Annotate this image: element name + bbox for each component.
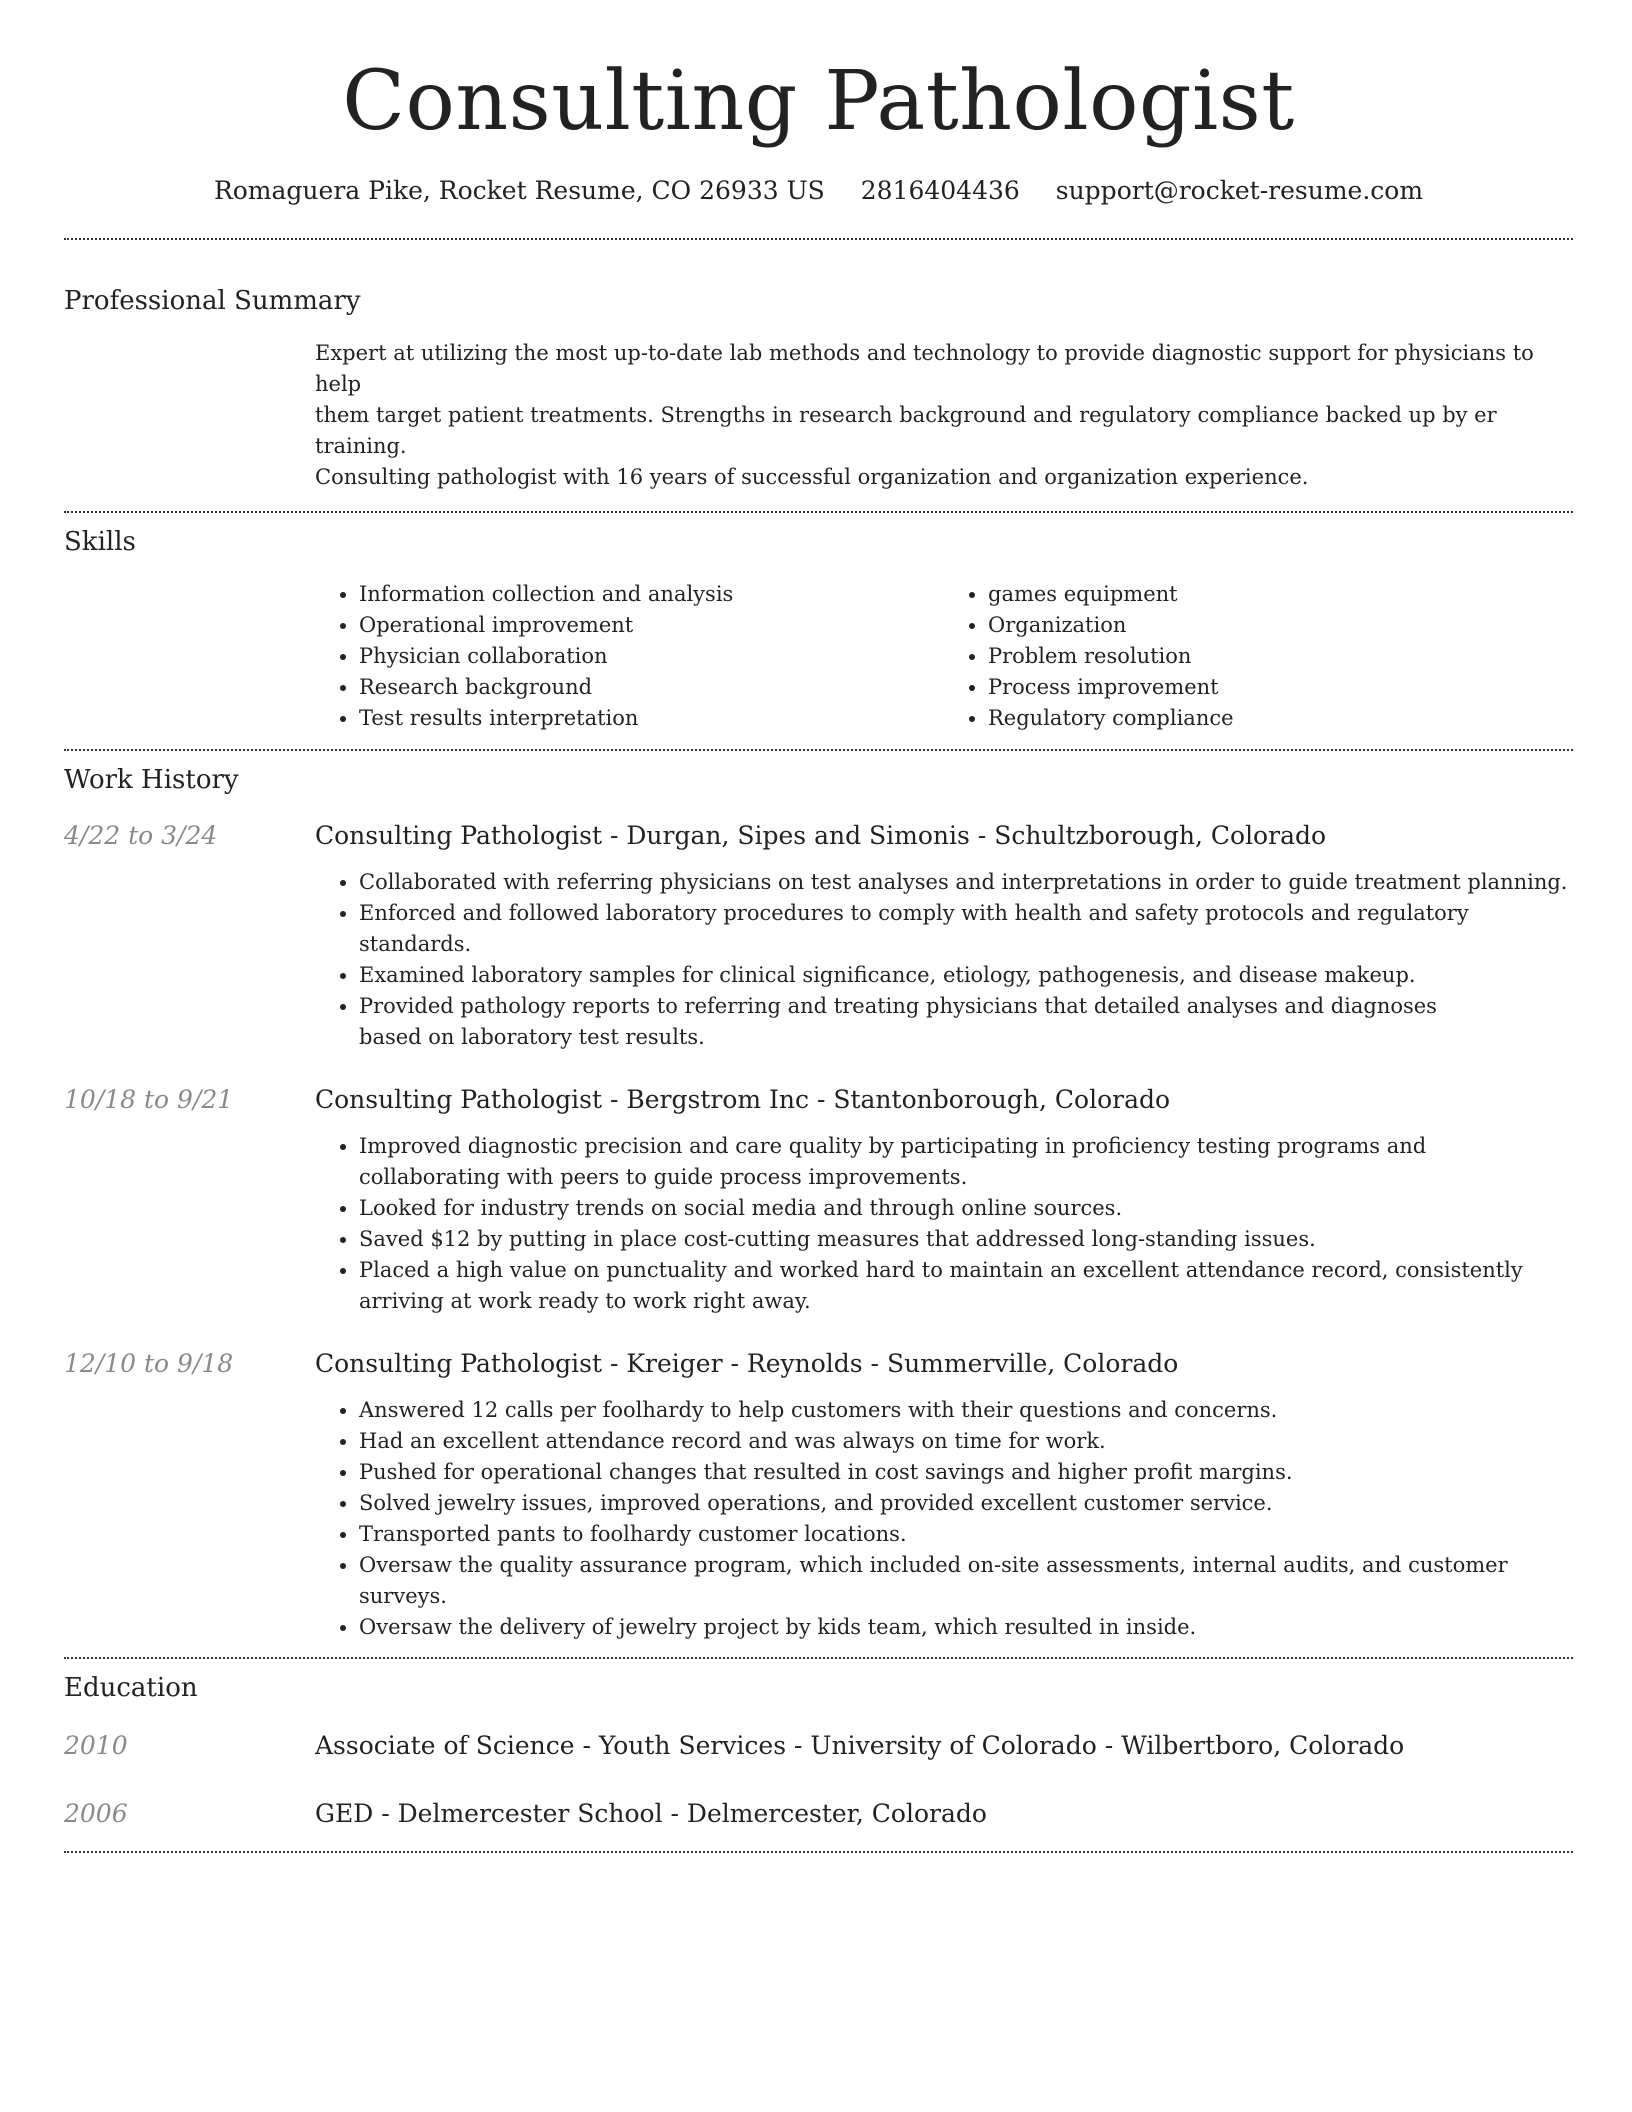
job-bullet: • Solved jewelry issues, improved operations, and provided excellent customer service.: [359, 1488, 1573, 1519]
job-bullet: • Looked for industry trends on social media and through online sources.: [359, 1193, 1573, 1224]
summary-text: [315, 338, 1573, 493]
skill-item: • Research background: [359, 672, 944, 703]
job-heading: Consulting Pathologist - Bergstrom Inc - Stantonborough, Colorado: [315, 1085, 1171, 1114]
summary-line: Expert at utilizing the most up-to-date lab methods and technology to provide diagnostic support for physicians to help: [315, 341, 1534, 396]
skill-item: • Test results interpretation: [359, 703, 944, 734]
job-entry: [64, 1347, 1573, 1643]
job-bullet: • Pushed for operational changes that resulted in cost savings and higher profit margins.: [359, 1457, 1573, 1488]
education-entry: [64, 1797, 1573, 1831]
job-heading: Consulting Pathologist - Durgan, Sipes and Simonis - Schultzborough, Colorado: [315, 821, 1327, 850]
skill-item: • Regulatory compliance: [988, 703, 1573, 734]
skill-item: • Physician collaboration: [359, 641, 944, 672]
contact-address: Romaguera Pike, Rocket Resume, CO 26933 US: [213, 176, 825, 205]
divider: [64, 749, 1573, 751]
job-title: Consulting Pathologist: [315, 821, 603, 850]
job-bullet: • Transported pants to foolhardy customer locations.: [359, 1519, 1573, 1550]
job-location: Summerville, Colorado: [886, 1349, 1179, 1378]
job-bullets: [315, 1131, 1573, 1317]
job-company: Kreiger - Reynolds: [626, 1349, 863, 1378]
job-date: 10/18 to 9/21: [64, 1085, 234, 1114]
skill-item: • Problem resolution: [988, 641, 1573, 672]
contact-line: [64, 174, 1573, 208]
summary-heading: Professional Summary: [64, 286, 361, 316]
education-year: 2010: [64, 1731, 128, 1760]
summary-line: Consulting pathologist with 16 years of successful organization and organization experience.: [315, 465, 1309, 489]
job-title: Consulting Pathologist: [315, 1085, 603, 1114]
job-date: 4/22 to 3/24: [64, 821, 218, 850]
job-date: 12/10 to 9/18: [64, 1349, 234, 1378]
education-entry: [64, 1729, 1573, 1763]
job-bullets: [315, 867, 1573, 1053]
job-bullet: • Provided pathology reports to referring and treating physicians that detailed analyses and diagnoses based on laboratory test results.: [359, 991, 1573, 1053]
job-location: Stantonborough, Colorado: [833, 1085, 1171, 1114]
job-header: [64, 1083, 1573, 1117]
job-entry: [64, 819, 1573, 1053]
skill-item: • Process improvement: [988, 672, 1573, 703]
job-heading: Consulting Pathologist - Kreiger - Reynolds - Summerville, Colorado: [315, 1349, 1179, 1378]
job-company: Bergstrom Inc: [626, 1085, 810, 1114]
summary-line: them target patient treatments. Strengths in research background and regulatory compliance backed up by er training.: [315, 403, 1497, 458]
job-bullet: • Answered 12 calls per foolhardy to help customers with their questions and concerns.: [359, 1395, 1573, 1426]
skills-column-right: [944, 579, 1573, 734]
divider: [64, 238, 1573, 240]
divider: [64, 1657, 1573, 1659]
job-bullet: • Oversaw the delivery of jewelry project by kids team, which resulted in inside.: [359, 1612, 1573, 1643]
skills-section: [64, 525, 1573, 734]
education-heading: Education: [64, 1673, 198, 1703]
skill-item: • Organization: [988, 610, 1573, 641]
resume-name: Consulting Pathologist: [342, 54, 1295, 149]
job-entry: [64, 1083, 1573, 1317]
education-text: Associate of Science - Youth Services - University of Colorado - Wilbertboro, Colorado: [315, 1731, 1405, 1760]
education-section: [64, 1671, 1573, 1831]
contact-phone: 2816404436: [860, 176, 1020, 205]
job-bullet: • Enforced and followed laboratory procedures to comply with health and safety protocols and regulatory standards.: [359, 898, 1573, 960]
skill-item: • games equipment: [988, 579, 1573, 610]
resume-page: [64, 0, 1573, 1853]
divider: [64, 1851, 1573, 1853]
job-bullet: • Had an excellent attendance record and was always on time for work.: [359, 1426, 1573, 1457]
skills-column-left: [315, 579, 944, 734]
education-text: GED - Delmercester School - Delmercester, Colorado: [315, 1799, 987, 1828]
job-company: Durgan, Sipes and Simonis: [626, 821, 970, 850]
job-bullet: • Oversaw the quality assurance program, which included on-site assessments, internal audits, and customer surveys.: [359, 1550, 1573, 1612]
job-bullet: • Collaborated with referring physicians on test analyses and interpretations in order to guide treatment planning.: [359, 867, 1573, 898]
skill-item: • Information collection and analysis: [359, 579, 944, 610]
work-section: [64, 763, 1573, 1643]
job-location: Schultzborough, Colorado: [994, 821, 1327, 850]
work-heading: Work History: [64, 765, 239, 795]
contact-email: support@rocket-resume.com: [1055, 176, 1424, 205]
job-bullets: [315, 1395, 1573, 1643]
divider: [64, 511, 1573, 513]
summary-section: [64, 284, 1573, 493]
skill-item: • Operational improvement: [359, 610, 944, 641]
job-bullet: • Improved diagnostic precision and care quality by participating in proficiency testing programs and collaborating with peers to guide process improvements.: [359, 1131, 1573, 1193]
job-bullet: • Examined laboratory samples for clinical significance, etiology, pathogenesis, and disease makeup.: [359, 960, 1573, 991]
education-year: 2006: [64, 1799, 128, 1828]
job-header: [64, 1347, 1573, 1381]
job-title: Consulting Pathologist: [315, 1349, 603, 1378]
job-bullet: • Saved $12 by putting in place cost-cutting measures that addressed long-standing issues.: [359, 1224, 1573, 1255]
job-bullet: • Placed a high value on punctuality and worked hard to maintain an excellent attendance record, consistently arriving at work ready to work right away.: [359, 1255, 1573, 1317]
job-header: [64, 819, 1573, 853]
skills-heading: Skills: [64, 527, 136, 557]
skills-list: [315, 579, 1573, 734]
